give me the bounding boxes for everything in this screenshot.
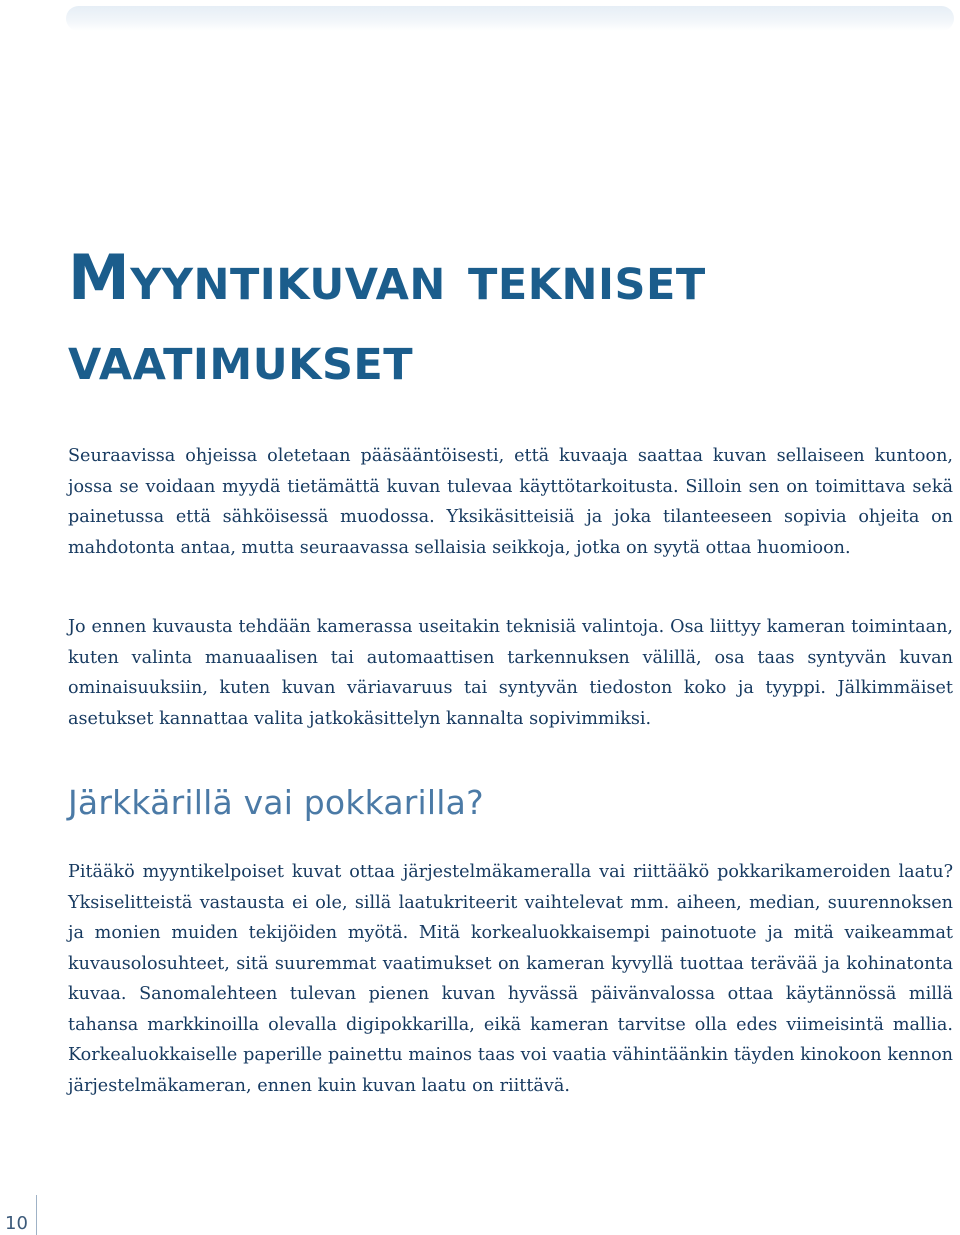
intro-paragraph: Seuraavissa ohjeissa oletetaan pääsääntöisesti, että kuvaaja saattaa kuvan sellaiseen kuntoon, jossa se voidaan myydä tietämättä kuvan tulevaa käyttötarkoitusta. Silloin sen on toimittava sekä painetussa että sähköisessä muodossa. Yksikäsitteisiä ja joka tilanteeseen sopivia ohjeita on mahdotonta antaa, mutta seuraavassa sellaisia seikkoja, jotka on syytä ottaa huomioon. xyxy=(68,446,953,558)
page-number: 10 xyxy=(5,1213,28,1234)
page-title: Myyntikuvan tekniset vaatimukset xyxy=(68,241,706,394)
section-paragraph: Pitääkö myyntikelpoiset kuvat ottaa järjestelmäkameralla vai riittääkö pokkarikameroiden laatu? Yksiselitteistä vastausta ei ole, sillä laatukriteerit vaihtelevat mm. aiheen, median, suurennoksen ja monien muiden tekijöiden myötä. Mitä korkealuokkaisempi painotuote ja mitä vaikeammat kuvausolosuhteet, sitä suuremmat vaatimukset on kameran kyvyllä tuottaa terävää ja kohinatonta kuvaa. Sanomalehteen tulevan pienen kuvan hyvässä päivänvalossa ottaa käytännössä millä tahansa markkinoilla olevalla digipokkarilla, eikä kameran tarvitse olla edes viimeisintä mallia. Korkealuokkaiselle paperille painettu mainos taas voi vaatia vähintäänkin täyden kinokoon kennon järjestelmäkameran, ennen kuin kuvan laatu on riittävä. xyxy=(68,862,953,1096)
page-number-divider xyxy=(36,1195,37,1235)
settings-paragraph: Jo ennen kuvausta tehdään kamerassa useitakin teknisiä valintoja. Osa liittyy kameran toimintaan, kuten valinta manuaalisen tai automaattisen tarkennuksen välillä, osa taas syntyvän kuvan ominaisuuksiin, kuten kuvan väriavaruus tai syntyvän tiedoston koko ja tyyppi. Jälkimmäiset asetukset kannattaa valita jatkokäsittelyn kannalta sopivimmiksi. xyxy=(68,617,953,729)
section-heading: Järkkärillä vai pokkarilla? xyxy=(68,783,484,822)
header-decoration-band xyxy=(66,6,954,31)
